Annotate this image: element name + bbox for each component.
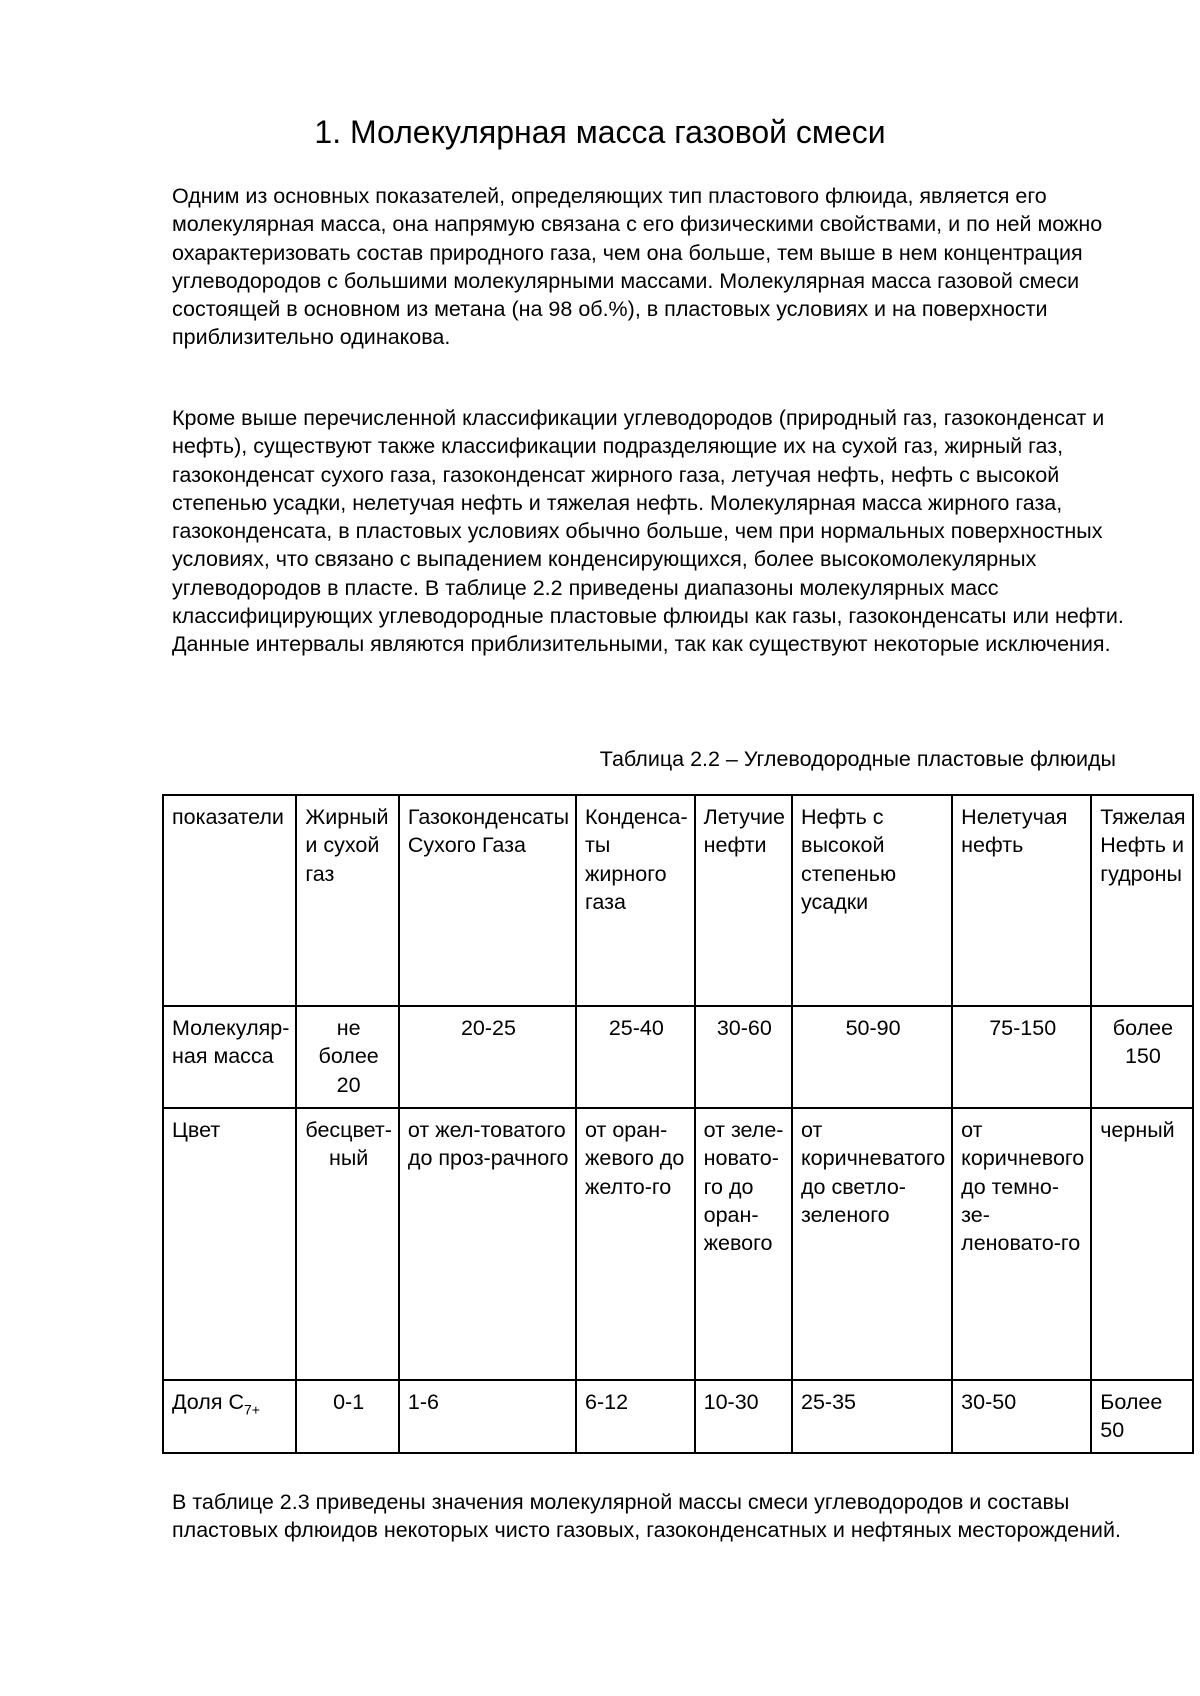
table-row-molecular-mass <box>163 1006 1193 1108</box>
table-cell: Более 50 <box>1091 1380 1192 1453</box>
table-caption: Таблица 2.2 – Углеводородные пластовые флюиды <box>599 747 1116 771</box>
table-row-color <box>163 1108 1193 1380</box>
header-cell: показатели <box>163 795 296 1006</box>
paragraph-table-reference <box>172 1488 1132 1545</box>
table-cell: 50-90 <box>792 1006 952 1108</box>
table-cell: 6-12 <box>576 1380 695 1453</box>
table-cell: 0-1 <box>296 1380 399 1453</box>
paragraph-classification <box>172 404 1132 659</box>
row-label-cell <box>163 1380 296 1453</box>
table-cell: от коричневатого до светло-зеленого <box>792 1108 952 1380</box>
header-cell: Газоконденсаты Сухого Газа <box>399 795 576 1006</box>
table-cell: 10-30 <box>695 1380 792 1453</box>
header-cell: Жирный и сухой газ <box>296 795 399 1006</box>
section-title: 1. Молекулярная масса газовой смеси <box>314 114 886 150</box>
table-cell: от зеле-новато-го до оран-жевого <box>695 1108 792 1380</box>
table-cell: от жел-товатого до проз-рачного <box>399 1108 576 1380</box>
table-cell: не более 20 <box>296 1006 399 1108</box>
c7-subscript: 7+ <box>243 1401 260 1418</box>
table-header-row <box>163 795 1193 1006</box>
header-cell: Тяжелая Нефть и гудроны <box>1091 795 1192 1006</box>
table-cell: 1-6 <box>399 1380 576 1453</box>
header-cell: Нелетучая нефть <box>952 795 1091 1006</box>
header-cell: Конденса-ты жирного газа <box>576 795 695 1006</box>
table-cell: 30-50 <box>952 1380 1091 1453</box>
paragraph-text: Одним из основных показателей, определяющих тип пластового флюида, является его молекулярная масса, она напрямую связана с его физическими свойствами, и по ней можно охарактеризовать состав природного газа, чем она больше, тем выше в нем концентрация углеводородов с большими молекулярными массами. Молекулярная масса газовой смеси состоящей в основном из метана (на 98 об.%), в пластовых условиях и на поверхности приблизительно одинакова. <box>172 184 1103 350</box>
table-cell: более 150 <box>1091 1006 1192 1108</box>
row-label-cell: Цвет <box>163 1108 296 1380</box>
table-cell: 30-60 <box>695 1006 792 1108</box>
paragraph-molecular-mass <box>172 182 1132 352</box>
paragraph-text: В таблице 2.3 приведены значения молекулярной массы смеси углеводородов и составы пластовых флюидов некоторых чисто газовых, газоконденсатных и нефтяных месторождений. <box>172 1490 1121 1543</box>
table-cell: от оран-жевого до желто-го <box>576 1108 695 1380</box>
table-row-c7-fraction <box>163 1380 1193 1453</box>
table-cell: 25-40 <box>576 1006 695 1108</box>
table-cell: 20-25 <box>399 1006 576 1108</box>
header-cell: Нефть с высокой степенью усадки <box>792 795 952 1006</box>
table-cell: 25-35 <box>792 1380 952 1453</box>
header-cell: Летучие нефти <box>695 795 792 1006</box>
paragraph-text: Кроме выше перечисленной классификации углеводородов (природный газ, газоконденсат и нефть), существуют также классификации подразделяющие их на сухой газ, жирный газ, газоконденсат сухого газа, газоконденсат жирного газа, летучая нефть, нефть с высокой степенью усадки, нелетучая нефть и тяжелая нефть. Молекулярная масса жирного газа, газоконденсата, в пластовых условиях обычно больше, чем при нормальных поверхностных условиях, что связано с выпадением конденсирующихся, более высокомолекулярных углеводородов в пласте. В таблице 2.2 приведены диапазоны молекулярных масс классифицирующих углеводородные пластовые флюиды как газы, газоконденсаты или нефти. Данные интервалы являются приблизительными, так как существуют некоторые исключения. <box>172 406 1124 657</box>
table-cell: бесцвет-ный <box>296 1108 399 1380</box>
fluids-table <box>162 794 1194 1454</box>
table-cell: от коричневого до темно-зе-леновато-го <box>952 1108 1091 1380</box>
row-label-cell: Молекуляр-ная масса <box>163 1006 296 1108</box>
c7-label-text: Доля С <box>172 1390 244 1414</box>
table-cell: черный <box>1091 1108 1192 1380</box>
table-cell: 75-150 <box>952 1006 1091 1108</box>
